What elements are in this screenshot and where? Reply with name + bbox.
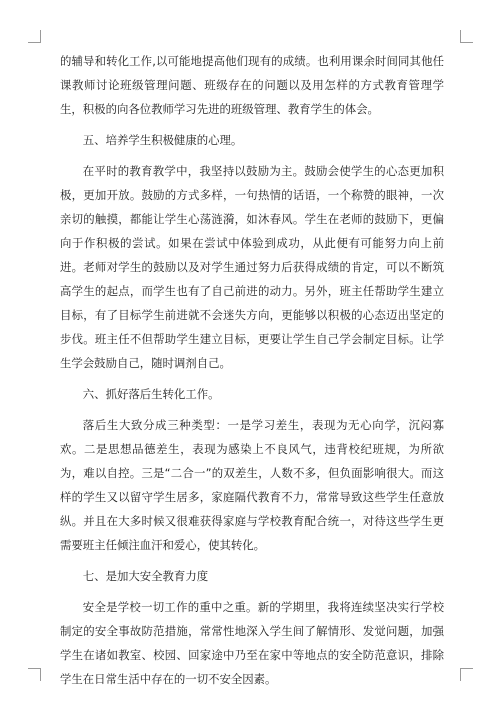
document-body xyxy=(60,49,444,691)
paragraph-safety: 安全是学校一切工作的重中之重。新的学期里，我将连续坚决实行学校制定的安全事故防范措施，常常性地深入学生间了解情形、发觉问题，加强学生在诸如教室、校园、回家途中乃至在家中等地点的安全防范意识，排除学生在日常生活中存在的一切不安全因素。 xyxy=(60,600,444,686)
heading-section-7: 七、是加大安全教育力度 xyxy=(82,569,209,583)
heading-section-6: 六、抓好落后生转化工作。 xyxy=(82,387,220,401)
crop-mark-top-right xyxy=(460,30,473,43)
paragraph-lagging-students: 落后生大致分成三种类型：一是学习差生，表现为无心向学，沉闷寡欢。二是思想品德差生，表现为感染上不良风气，违背校纪班规，为所欲为，难以自控。三是“二合一”的双差生，人数不多，但负面影响很大。而这样的学生又以留守学生居多，家庭隔代教育不力，常常导致这些学生任意放纵。并且在大多时候又很难获得家庭与学校教育配合统一，对待这些学生更需要班主任倾注血汗和爱心，使其转化。 xyxy=(60,418,444,552)
heading-section-5: 五、培养学生积极健康的心理。 xyxy=(82,133,243,147)
paragraph-intro: 的辅导和转化工作,以可能地提高他们现有的成绩。也利用课余时间同其他任课教师讨论班级管理问题、班级存在的问题以及用怎样的方式教育管理学生，积极的向各位教师学习先进的班级管理、教育学生的体会。 xyxy=(60,54,444,116)
crop-mark-bottom-left xyxy=(28,668,41,681)
crop-mark-top-left xyxy=(28,30,41,43)
crop-mark-bottom-right xyxy=(460,668,473,681)
paragraph-encouragement: 在平时的教育教学中，我坚持以鼓励为主。鼓励会使学生的心态更加积极，更加开放。鼓励的方式多样，一句热情的话语，一个称赞的眼神，一次亲切的触摸，都能让学生心荡涟漪，如沐春风。学生在老师的鼓励下，更偏向于作积极的尝试。如果在尝试中体验到成功，从此便有可能努力向上前进。老师对学生的鼓励以及对学生通过努力后获得成绩的肯定，可以不断筑高学生的起点，而学生也有了自己前进的动力。另外，班主任帮助学生建立目标，有了目标学生前进就不会迷失方向，更能够以积极的心态迈出坚定的步伐。班主任不但帮助学生建立目标，更要让学生自己学会制定目标。让学生学会鼓励自己，随时调剂自己。 xyxy=(60,164,444,370)
